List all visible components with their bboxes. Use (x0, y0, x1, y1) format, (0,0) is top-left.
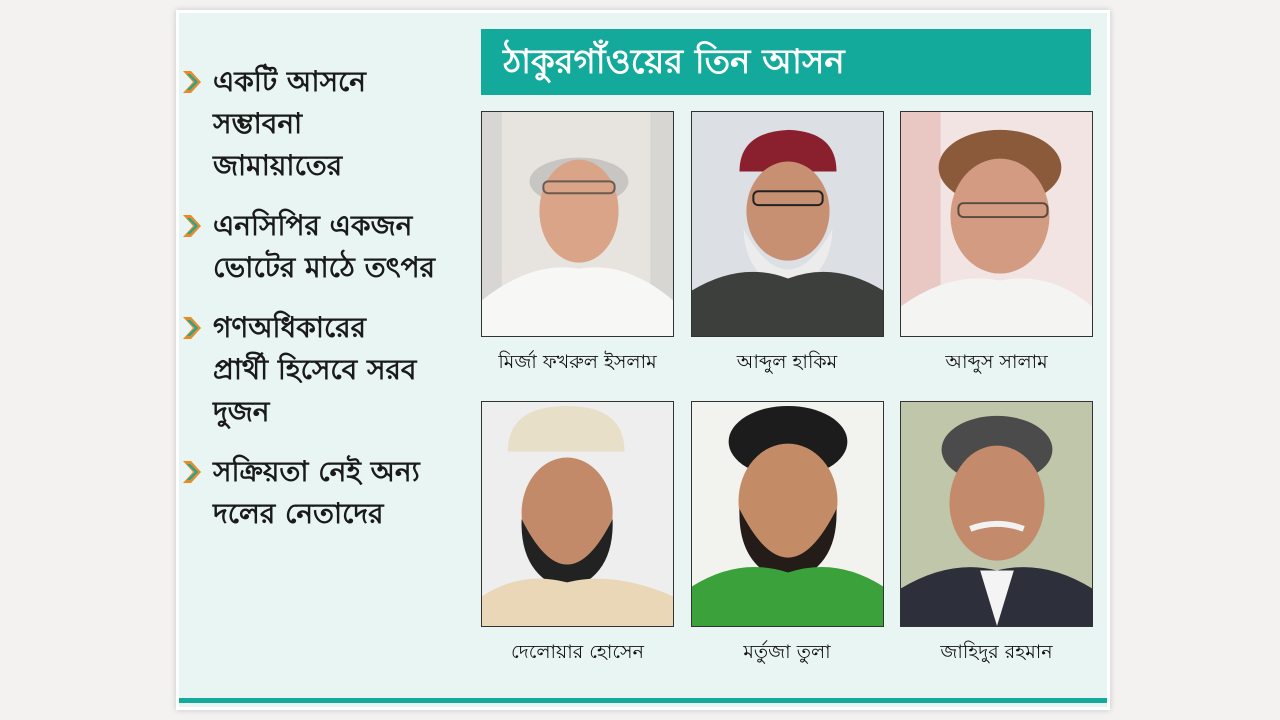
bullet-item (179, 205, 469, 289)
chevron-right-icon (183, 215, 201, 237)
bottom-rule (179, 698, 1107, 703)
bullet-item (179, 61, 429, 187)
infographic-card (176, 10, 1110, 710)
portrait-photo (481, 111, 674, 337)
portrait-photo (900, 111, 1093, 337)
person-name: মির্জা ফখরুল ইসলাম (498, 351, 657, 373)
person-name: আব্দুল হাকিম (736, 351, 838, 373)
portrait-row (481, 401, 1093, 665)
person-name: মর্তুজা তুলা (743, 641, 831, 663)
portrait-photo (481, 401, 674, 627)
portrait-photo (900, 401, 1093, 627)
chevron-right-icon (183, 71, 201, 93)
portrait-row (481, 111, 1093, 375)
bullet-list (179, 61, 469, 553)
bullet-item (179, 451, 429, 535)
person-card (900, 111, 1093, 375)
person-card (691, 401, 884, 665)
portrait-photo (691, 111, 884, 337)
bullet-text: এনসিপির একজন ভোটের মাঠে তৎপর (213, 209, 436, 284)
person-name: আব্দুস সালাম (945, 351, 1048, 373)
bullet-text: একটি আসনে সম্ভাবনা জামায়াতের (213, 65, 367, 182)
portrait-photo (691, 401, 884, 627)
person-card (691, 111, 884, 375)
bullet-item (179, 307, 429, 433)
person-card (481, 111, 674, 375)
person-card (481, 401, 674, 665)
chevron-right-icon (183, 461, 201, 483)
person-name: জাহিদুর রহমান (940, 641, 1053, 663)
chevron-right-icon (183, 317, 201, 339)
bullet-text: সক্রিয়তা নেই অন্য দলের নেতাদের (213, 455, 420, 530)
portrait-grid (481, 111, 1093, 665)
person-card (900, 401, 1093, 665)
person-name: দেলোয়ার হোসেন (511, 641, 644, 663)
bullet-text: গণঅধিকারের প্রার্থী হিসেবে সরব দুজন (213, 311, 417, 428)
title-banner: ঠাকুরগাঁওয়ের তিন আসন (481, 29, 1091, 95)
